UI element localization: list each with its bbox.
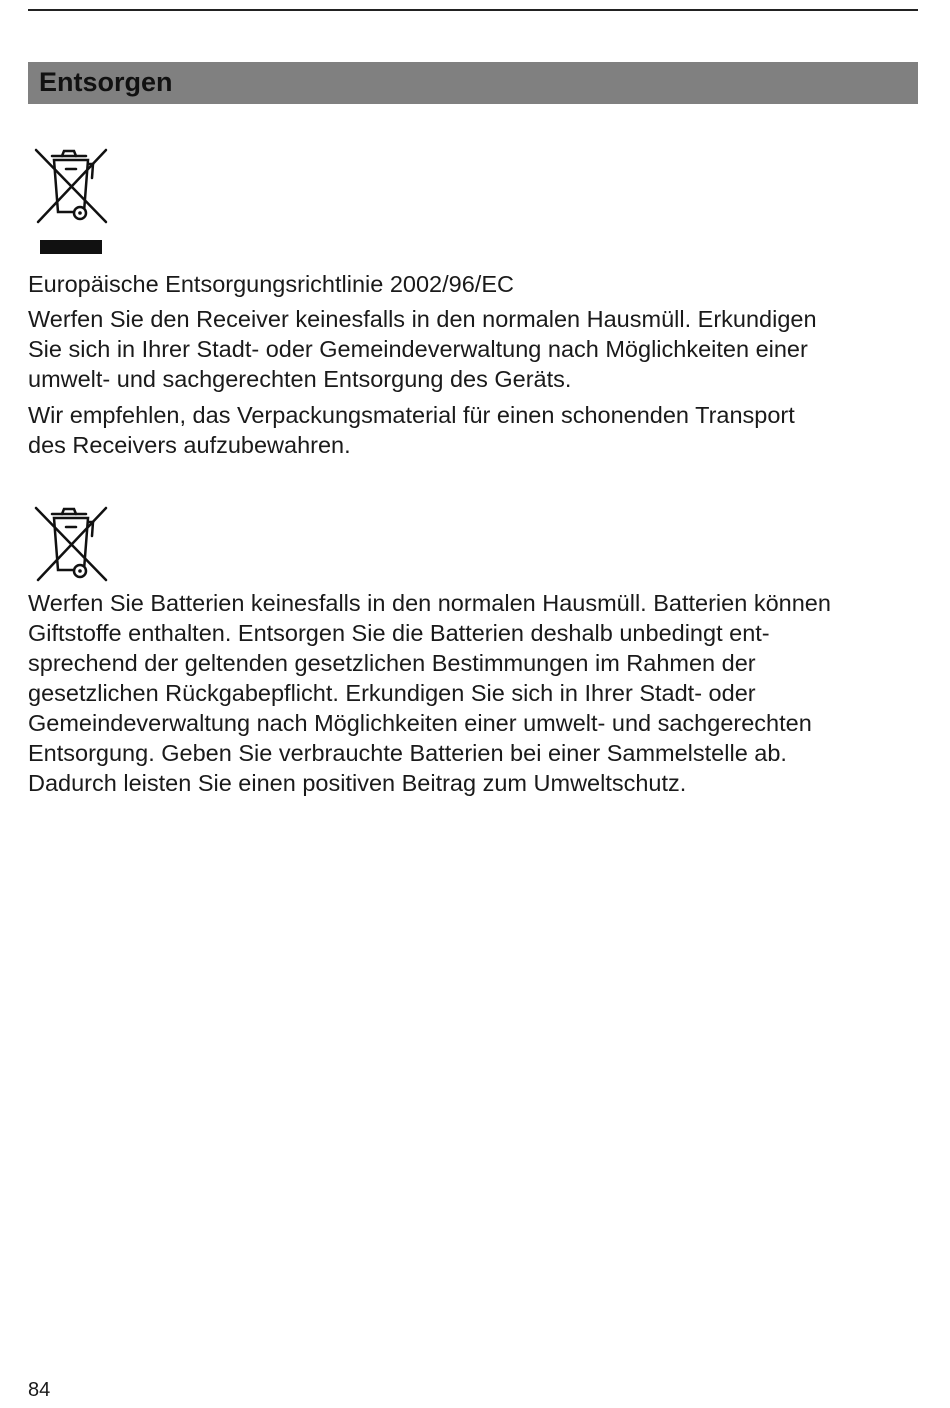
top-rule (28, 9, 918, 11)
paragraph-line: Wir empfehlen, das Verpackungsmaterial für einen schonenden Transport (28, 402, 795, 428)
paragraph-line: Dadurch leisten Sie einen positiven Beitrag zum Umweltschutz. (28, 770, 687, 796)
battery-disposal-paragraph (28, 588, 928, 798)
paragraph-line: sprechend der geltenden gesetzlichen Bestimmungen im Rahmen der (28, 650, 756, 676)
paragraph-line: umwelt- und sachgerechten Entsorgung des Geräts. (28, 366, 572, 392)
paragraph-line: Giftstoffe enthalten. Entsorgen Sie die Batterien deshalb unbedingt ent- (28, 620, 770, 646)
paragraph-line: gesetzlichen Rückgabepflicht. Erkundigen Sie sich in Ihrer Stadt- oder (28, 680, 756, 706)
weee-bin-icon (30, 142, 114, 258)
battery-bin-icon (30, 500, 114, 584)
paragraph-line: Sie sich in Ihrer Stadt- oder Gemeindeverwaltung nach Möglichkeiten einer (28, 336, 808, 362)
paragraph-line: Entsorgung. Geben Sie verbrauchte Batterien bei einer Sammelstelle ab. (28, 740, 787, 766)
receiver-disposal-paragraph (28, 304, 928, 394)
packaging-paragraph (28, 400, 928, 460)
paragraph-line: Gemeindeverwaltung nach Möglichkeiten einer umwelt- und sachgerechten (28, 710, 812, 736)
paragraph-line: des Receivers aufzubewahren. (28, 432, 351, 458)
page-number: 84 (28, 1379, 51, 1401)
directive-line (28, 269, 928, 299)
section-heading: Entsorgen (28, 62, 918, 104)
directive-text: Europäische Entsorgungsrichtlinie 2002/96/EC (28, 271, 514, 297)
paragraph-line: Werfen Sie Batterien keinesfalls in den normalen Hausmüll. Batterien können (28, 590, 831, 616)
paragraph-line: Werfen Sie den Receiver keinesfalls in den normalen Hausmüll. Erkundigen (28, 306, 817, 332)
